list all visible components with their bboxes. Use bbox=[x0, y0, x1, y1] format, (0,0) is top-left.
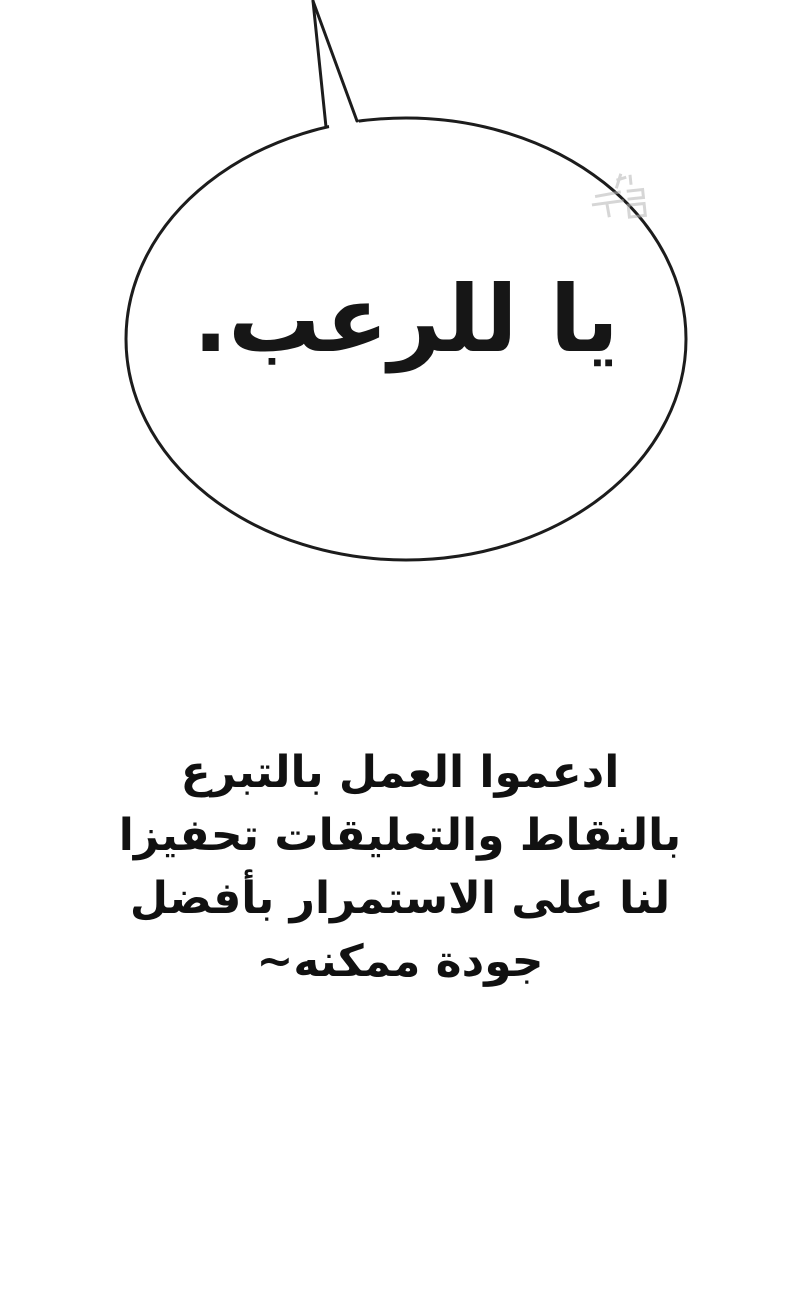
speech-bubble-text: يا للرعب. bbox=[193, 266, 619, 373]
watermark-korean-icon bbox=[588, 170, 652, 238]
watermark-reum-glyph bbox=[627, 190, 646, 218]
translator-note-line-2: بالنقاط والتعليقات تحفيزا bbox=[118, 810, 682, 861]
translator-note-line-1: ادعموا العمل بالتبرع bbox=[180, 747, 620, 798]
watermark-gu-glyph bbox=[591, 192, 625, 219]
translator-note-line-3: لنا على الاستمرار بأفضل bbox=[129, 873, 671, 924]
translator-note-line-4: جودة ممكنه~ bbox=[256, 936, 544, 987]
watermark-small-glyph bbox=[615, 173, 631, 188]
translator-note bbox=[0, 741, 800, 993]
